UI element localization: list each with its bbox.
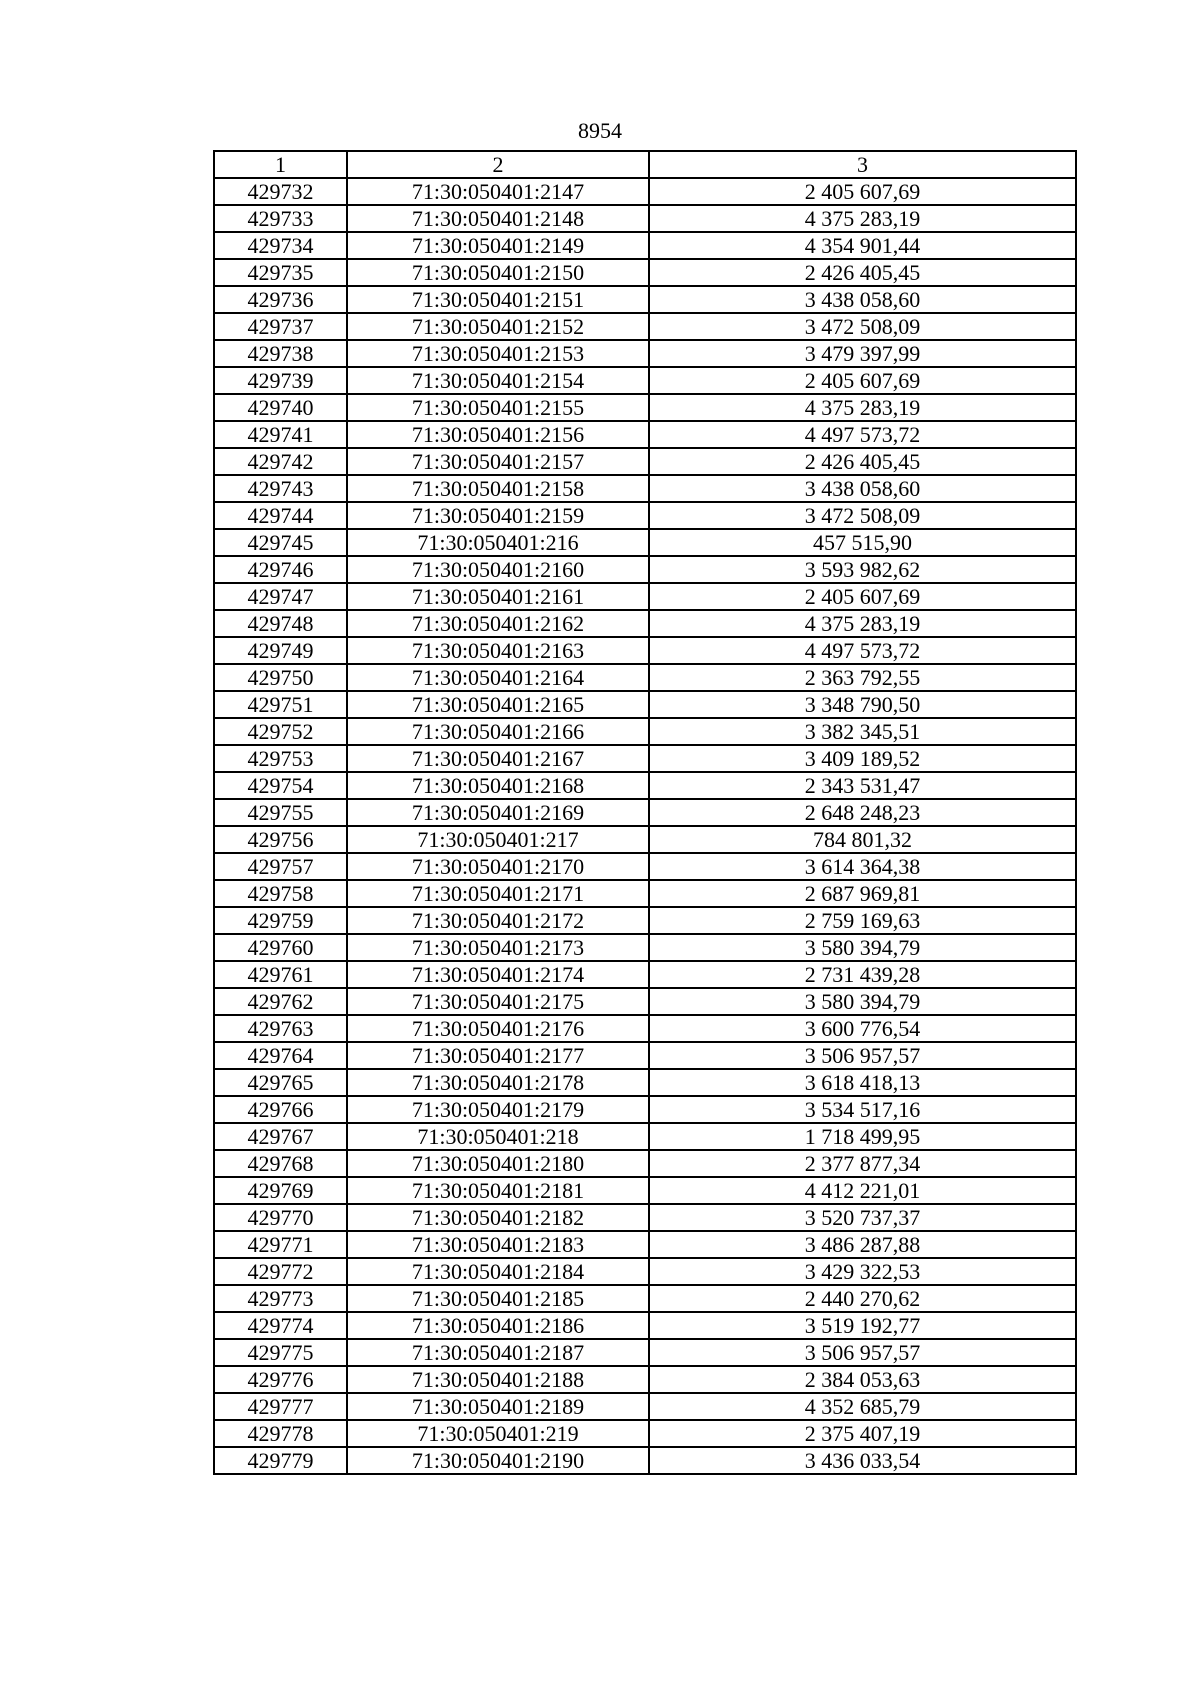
value-cell: 2 375 407,19 xyxy=(649,1420,1076,1447)
cadastral-number-cell: 71:30:050401:2184 xyxy=(347,1258,649,1285)
value-cell: 3 519 192,77 xyxy=(649,1312,1076,1339)
cadastral-number-cell: 71:30:050401:2177 xyxy=(347,1042,649,1069)
value-cell: 2 384 053,63 xyxy=(649,1366,1076,1393)
value-cell: 3 382 345,51 xyxy=(649,718,1076,745)
cadastral-number-cell: 71:30:050401:2175 xyxy=(347,988,649,1015)
value-cell: 2 377 877,34 xyxy=(649,1150,1076,1177)
value-cell: 2 426 405,45 xyxy=(649,448,1076,475)
table-row xyxy=(214,448,1076,475)
row-number-cell: 429757 xyxy=(214,853,347,880)
value-cell: 3 506 957,57 xyxy=(649,1339,1076,1366)
row-number-cell: 429771 xyxy=(214,1231,347,1258)
row-number-cell: 429769 xyxy=(214,1177,347,1204)
cadastral-number-cell: 71:30:050401:2160 xyxy=(347,556,649,583)
table-row xyxy=(214,1204,1076,1231)
table-row xyxy=(214,1393,1076,1420)
table-row xyxy=(214,1123,1076,1150)
cadastral-number-cell: 71:30:050401:2174 xyxy=(347,961,649,988)
value-cell: 1 718 499,95 xyxy=(649,1123,1076,1150)
value-cell: 2 405 607,69 xyxy=(649,583,1076,610)
table-row xyxy=(214,664,1076,691)
cadastral-number-cell: 71:30:050401:2181 xyxy=(347,1177,649,1204)
cadastral-number-cell: 71:30:050401:2152 xyxy=(347,313,649,340)
table-row xyxy=(214,745,1076,772)
value-cell: 4 375 283,19 xyxy=(649,205,1076,232)
table-row xyxy=(214,1015,1076,1042)
cadastral-number-cell: 71:30:050401:2149 xyxy=(347,232,649,259)
table-row xyxy=(214,394,1076,421)
row-number-cell: 429766 xyxy=(214,1096,347,1123)
cadastral-number-cell: 71:30:050401:2172 xyxy=(347,907,649,934)
value-cell: 3 479 397,99 xyxy=(649,340,1076,367)
cadastral-number-cell: 71:30:050401:2147 xyxy=(347,178,649,205)
row-number-cell: 429772 xyxy=(214,1258,347,1285)
row-number-cell: 429737 xyxy=(214,313,347,340)
cadastral-number-cell: 71:30:050401:2154 xyxy=(347,367,649,394)
value-cell: 3 409 189,52 xyxy=(649,745,1076,772)
value-cell: 3 472 508,09 xyxy=(649,502,1076,529)
row-number-cell: 429755 xyxy=(214,799,347,826)
cadastral-number-cell: 71:30:050401:2168 xyxy=(347,772,649,799)
row-number-cell: 429758 xyxy=(214,880,347,907)
table-row xyxy=(214,1420,1076,1447)
cadastral-number-cell: 71:30:050401:219 xyxy=(347,1420,649,1447)
value-cell: 3 593 982,62 xyxy=(649,556,1076,583)
row-number-cell: 429736 xyxy=(214,286,347,313)
table-row xyxy=(214,826,1076,853)
table-row xyxy=(214,259,1076,286)
header-row xyxy=(214,151,1076,178)
row-number-cell: 429732 xyxy=(214,178,347,205)
cadastral-number-cell: 71:30:050401:2167 xyxy=(347,745,649,772)
row-number-cell: 429777 xyxy=(214,1393,347,1420)
row-number-cell: 429767 xyxy=(214,1123,347,1150)
cadastral-number-cell: 71:30:050401:2163 xyxy=(347,637,649,664)
cadastral-number-cell: 71:30:050401:216 xyxy=(347,529,649,556)
value-cell: 3 438 058,60 xyxy=(649,475,1076,502)
page-number: 8954 xyxy=(578,118,622,143)
cadastral-number-cell: 71:30:050401:2150 xyxy=(347,259,649,286)
table-row xyxy=(214,718,1076,745)
cadastral-number-cell: 71:30:050401:2161 xyxy=(347,583,649,610)
cadastral-number-cell: 71:30:050401:2188 xyxy=(347,1366,649,1393)
row-number-cell: 429753 xyxy=(214,745,347,772)
row-number-cell: 429744 xyxy=(214,502,347,529)
column-header-3: 3 xyxy=(649,151,1076,178)
cadastral-number-cell: 71:30:050401:2190 xyxy=(347,1447,649,1474)
value-cell: 2 405 607,69 xyxy=(649,178,1076,205)
row-number-cell: 429750 xyxy=(214,664,347,691)
cadastral-number-cell: 71:30:050401:2186 xyxy=(347,1312,649,1339)
table-header xyxy=(214,151,1076,178)
cadastral-number-cell: 71:30:050401:2182 xyxy=(347,1204,649,1231)
cadastral-number-cell: 71:30:050401:2153 xyxy=(347,340,649,367)
table-row xyxy=(214,1069,1076,1096)
value-cell: 3 429 322,53 xyxy=(649,1258,1076,1285)
value-cell: 3 534 517,16 xyxy=(649,1096,1076,1123)
table-row xyxy=(214,205,1076,232)
row-number-cell: 429770 xyxy=(214,1204,347,1231)
row-number-cell: 429763 xyxy=(214,1015,347,1042)
cadastral-number-cell: 71:30:050401:2156 xyxy=(347,421,649,448)
value-cell: 2 343 531,47 xyxy=(649,772,1076,799)
row-number-cell: 429740 xyxy=(214,394,347,421)
row-number-cell: 429774 xyxy=(214,1312,347,1339)
value-cell: 3 600 776,54 xyxy=(649,1015,1076,1042)
table-row xyxy=(214,880,1076,907)
table-row xyxy=(214,1258,1076,1285)
cadastral-number-cell: 71:30:050401:2159 xyxy=(347,502,649,529)
table-body xyxy=(214,178,1076,1474)
table-row xyxy=(214,286,1076,313)
column-header-2: 2 xyxy=(347,151,649,178)
table-row xyxy=(214,610,1076,637)
value-cell: 3 348 790,50 xyxy=(649,691,1076,718)
cadastral-number-cell: 71:30:050401:2155 xyxy=(347,394,649,421)
row-number-cell: 429742 xyxy=(214,448,347,475)
row-number-cell: 429752 xyxy=(214,718,347,745)
cadastral-number-cell: 71:30:050401:218 xyxy=(347,1123,649,1150)
table-row xyxy=(214,313,1076,340)
table-row xyxy=(214,232,1076,259)
cadastral-number-cell: 71:30:050401:2171 xyxy=(347,880,649,907)
value-cell: 2 405 607,69 xyxy=(649,367,1076,394)
table-row xyxy=(214,961,1076,988)
row-number-cell: 429749 xyxy=(214,637,347,664)
row-number-cell: 429738 xyxy=(214,340,347,367)
value-cell: 3 472 508,09 xyxy=(649,313,1076,340)
row-number-cell: 429745 xyxy=(214,529,347,556)
row-number-cell: 429735 xyxy=(214,259,347,286)
table-row xyxy=(214,367,1076,394)
row-number-cell: 429759 xyxy=(214,907,347,934)
row-number-cell: 429776 xyxy=(214,1366,347,1393)
row-number-cell: 429761 xyxy=(214,961,347,988)
cadastral-number-cell: 71:30:050401:2185 xyxy=(347,1285,649,1312)
table-row xyxy=(214,1231,1076,1258)
table-row xyxy=(214,907,1076,934)
cadastral-number-cell: 71:30:050401:2178 xyxy=(347,1069,649,1096)
cadastral-number-cell: 71:30:050401:2148 xyxy=(347,205,649,232)
value-cell: 3 436 033,54 xyxy=(649,1447,1076,1474)
cadastral-number-cell: 71:30:050401:2166 xyxy=(347,718,649,745)
value-cell: 3 506 957,57 xyxy=(649,1042,1076,1069)
value-cell: 784 801,32 xyxy=(649,826,1076,853)
value-cell: 4 497 573,72 xyxy=(649,421,1076,448)
row-number-cell: 429773 xyxy=(214,1285,347,1312)
value-cell: 3 618 418,13 xyxy=(649,1069,1076,1096)
value-cell: 3 614 364,38 xyxy=(649,853,1076,880)
table-row xyxy=(214,502,1076,529)
table-row xyxy=(214,583,1076,610)
row-number-cell: 429746 xyxy=(214,556,347,583)
column-header-1: 1 xyxy=(214,151,347,178)
table-row xyxy=(214,340,1076,367)
table-row xyxy=(214,637,1076,664)
row-number-cell: 429747 xyxy=(214,583,347,610)
cadastral-number-cell: 71:30:050401:2162 xyxy=(347,610,649,637)
value-cell: 457 515,90 xyxy=(649,529,1076,556)
row-number-cell: 429754 xyxy=(214,772,347,799)
value-cell: 3 486 287,88 xyxy=(649,1231,1076,1258)
row-number-cell: 429739 xyxy=(214,367,347,394)
row-number-cell: 429756 xyxy=(214,826,347,853)
table-row xyxy=(214,178,1076,205)
value-cell: 3 580 394,79 xyxy=(649,988,1076,1015)
table-row xyxy=(214,421,1076,448)
value-cell: 2 687 969,81 xyxy=(649,880,1076,907)
row-number-cell: 429765 xyxy=(214,1069,347,1096)
cadastral-number-cell: 71:30:050401:2187 xyxy=(347,1339,649,1366)
cadastral-number-cell: 71:30:050401:2169 xyxy=(347,799,649,826)
table-row xyxy=(214,529,1076,556)
table-row xyxy=(214,988,1076,1015)
row-number-cell: 429762 xyxy=(214,988,347,1015)
row-number-cell: 429751 xyxy=(214,691,347,718)
row-number-cell: 429775 xyxy=(214,1339,347,1366)
table-row xyxy=(214,1285,1076,1312)
cadastral-number-cell: 71:30:050401:217 xyxy=(347,826,649,853)
row-number-cell: 429741 xyxy=(214,421,347,448)
row-number-cell: 429760 xyxy=(214,934,347,961)
table-row xyxy=(214,934,1076,961)
table-row xyxy=(214,1150,1076,1177)
value-cell: 2 363 792,55 xyxy=(649,664,1076,691)
value-cell: 2 759 169,63 xyxy=(649,907,1076,934)
value-cell: 4 375 283,19 xyxy=(649,394,1076,421)
table-row xyxy=(214,475,1076,502)
table-row xyxy=(214,799,1076,826)
row-number-cell: 429748 xyxy=(214,610,347,637)
row-number-cell: 429734 xyxy=(214,232,347,259)
cadastral-number-cell: 71:30:050401:2183 xyxy=(347,1231,649,1258)
value-cell: 2 440 270,62 xyxy=(649,1285,1076,1312)
table-row xyxy=(214,1366,1076,1393)
cadastral-number-cell: 71:30:050401:2180 xyxy=(347,1150,649,1177)
table-row xyxy=(214,1339,1076,1366)
value-cell: 3 580 394,79 xyxy=(649,934,1076,961)
table-row xyxy=(214,772,1076,799)
data-table xyxy=(213,150,1077,1475)
value-cell: 3 438 058,60 xyxy=(649,286,1076,313)
table-row xyxy=(214,853,1076,880)
cadastral-number-cell: 71:30:050401:2176 xyxy=(347,1015,649,1042)
cadastral-number-cell: 71:30:050401:2157 xyxy=(347,448,649,475)
table-row xyxy=(214,691,1076,718)
cadastral-number-cell: 71:30:050401:2158 xyxy=(347,475,649,502)
value-cell: 4 375 283,19 xyxy=(649,610,1076,637)
value-cell: 2 731 439,28 xyxy=(649,961,1076,988)
value-cell: 3 520 737,37 xyxy=(649,1204,1076,1231)
cadastral-number-cell: 71:30:050401:2189 xyxy=(347,1393,649,1420)
value-cell: 4 354 901,44 xyxy=(649,232,1076,259)
row-number-cell: 429768 xyxy=(214,1150,347,1177)
cadastral-number-cell: 71:30:050401:2164 xyxy=(347,664,649,691)
value-cell: 4 352 685,79 xyxy=(649,1393,1076,1420)
row-number-cell: 429733 xyxy=(214,205,347,232)
row-number-cell: 429764 xyxy=(214,1042,347,1069)
table-row xyxy=(214,1177,1076,1204)
row-number-cell: 429743 xyxy=(214,475,347,502)
table-row xyxy=(214,1042,1076,1069)
table-row xyxy=(214,556,1076,583)
value-cell: 2 648 248,23 xyxy=(649,799,1076,826)
row-number-cell: 429778 xyxy=(214,1420,347,1447)
table-row xyxy=(214,1447,1076,1474)
row-number-cell: 429779 xyxy=(214,1447,347,1474)
cadastral-number-cell: 71:30:050401:2170 xyxy=(347,853,649,880)
cadastral-number-cell: 71:30:050401:2151 xyxy=(347,286,649,313)
cadastral-number-cell: 71:30:050401:2165 xyxy=(347,691,649,718)
value-cell: 2 426 405,45 xyxy=(649,259,1076,286)
cadastral-number-cell: 71:30:050401:2173 xyxy=(347,934,649,961)
table-row xyxy=(214,1312,1076,1339)
table-row xyxy=(214,1096,1076,1123)
value-cell: 4 497 573,72 xyxy=(649,637,1076,664)
value-cell: 4 412 221,01 xyxy=(649,1177,1076,1204)
cadastral-number-cell: 71:30:050401:2179 xyxy=(347,1096,649,1123)
